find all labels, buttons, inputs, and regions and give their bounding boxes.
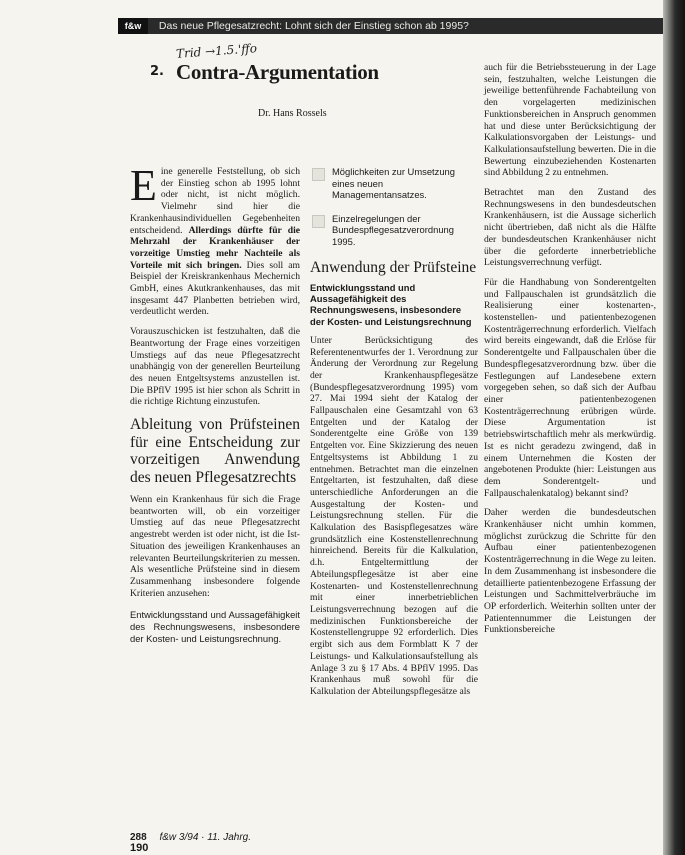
handwritten-page-number: 190 — [130, 842, 149, 854]
section-heading: Ableitung von Prüfsteinen für eine Entscheidung zur vorzeitigen Anwendung des neuen Pflegesatzrechts — [130, 416, 300, 486]
intro-bold-text: Allerdings dürfte für die Mehrzahl der Krankenhäuser der vorzeitige Umstieg mehr Nachteile als Vorteile mit sich bringen. — [130, 224, 300, 271]
criterion-item — [310, 166, 478, 201]
running-header-title: Das neue Pflegesatzrecht: Lohnt sich der Einstieg schon ab 1995? — [158, 20, 469, 32]
criterion-text: Einzelregelungen der Bundespflegesatzverordnung 1995. — [332, 212, 454, 247]
journal-logo: f&w — [118, 18, 148, 34]
intro-text-end: Dies soll am Beispiel der Kreiskrankenhaus Mechernich GmbH, eines Akutkrankenhauses, das mit insgesamt 447 Planbetten betrieben wird, verdeutlicht werden. — [130, 259, 300, 318]
criterion-item — [310, 213, 478, 248]
section-heading: Anwendung der Prüfsteine — [310, 259, 477, 276]
criterion-text: Möglichkeiten zur Umsetzung eines neuen Managementansatzes. — [332, 166, 455, 200]
text-column-3 — [484, 62, 656, 644]
criterion-item: Entwicklungsstand und Aussagefähigkeit des Rechnungswesens, insbesondere der Kosten- und Leistungsrechnung. — [130, 609, 300, 644]
journal-reference: f&w 3/94 · 11. Jahrg. — [159, 832, 251, 843]
article-author: Dr. Hans Rossels — [258, 108, 327, 119]
paragraph: Vorauszuschicken ist festzuhalten, daß die Beantwortung der Frage eines vorzeitigen Umstiegs auf das neue Pflegesatzrecht unabhängig von der generellen Beurteilung des neuen Entgeltsystems anzustellen ist. Die BPflV 1995 ist hier schon als Schritt in die richtige Richtung einzustufen. — [130, 326, 300, 408]
paragraph: Wenn ein Krankenhaus für sich die Frage beantworten will, ob ein vorzeitiger Umstieg auf das neue Pflegesatzrecht angestrebt werden ist oder nicht, ist die Ist-Situation des jeweiligen Krankenhauses an relevanten Beurteilungskriterien zu messen. Als wesentliche Prüfsteine sind in diesem Zusammenhang insbesondere folgende Kriterien anzusehen: — [130, 494, 300, 599]
paragraph: Daher werden die bundesdeutschen Krankenhäuser nicht umhin kommen, möglichst zurückzug die Schritte für den Aufbau einer patientenbezogenen Kostenträgerrechnung in die Wege zu leiten. In dem Zusammenhang ist insbesondere die detaillierte patientenbezogene Erfassung der Leistungen und Sachmittelverbräuche im OP erforderlich. Weiterhin sollten unter der Patientennummer die Leistungen der Funktionsbereiche — [484, 507, 656, 636]
text-column-1 — [130, 161, 300, 653]
page-number: 288 — [130, 832, 147, 843]
handwritten-note: Trid →1.5.'ffo — [175, 41, 258, 61]
paragraph: Für die Handhabung von Sonderentgelten und Fallpauschalen ist grundsätzlich die Realisierung einer kostenarten-, kostenstellen- und patientenbezogenen Kostenträgerrechnung erforderlich. Vielfach wird bereits eingewandt, daß die Erlöse für Sonderentgelte und Fallpauschalen über die Bundespflegesatzverordnung bzw. über die Festlegungen auf Landesebene extern vorgegeben sehen, so daß sich der Aufbau einer patientenbezogenen Kostenträgerrechnung erübrigen würde. Diese Argumentation ist betriebswirtschaftlich mehr als merkwürdig. Ist es nicht geradezu zwingend, daß in einem Unternehmen die Kosten der angebotenen Produkte (hier: Leistungen aus dem Sonderentgelt- und Fallpauschalenkatalog) bekannt sind? — [484, 276, 656, 499]
article-title: Contra-Argumentation — [176, 60, 379, 84]
paragraph: Unter Berücksichtigung des Referentenentwurfes der 1. Verordnung zur Änderung der Verordnung zur Regelung der Krankenhauspflegesätze (Bundespflegesatzverordnung 1995) vom 27. Mai 1994 sieht der Katalog der Fallpauschalen eine Gesamtzahl von 63 Entgelten und der Katalog der Sonderentgelte eine Größe von 139 Entgelten vor. Eine Skizzierung des neuen Entgeltsystems ist Abbildung 1 zu entnehmen. Betrachtet man die einzelnen Entgeltarten, ist festzuhalten, daß diese unterschiedliche Anforderungen an die Ausgestaltung der Kosten- und Leistungsrechnung stellen. Für die Kalkulation des Basispflegesatzes wäre grundsätzlich eine Kostenstellenrechnung hinreichend. Bereits für die Kalkulation, d.h. Entgeltermittlung der Abteilungspflegesätze ist aber eine Kostenarten- und Kostenstellenrechnung mit einer innerbetrieblichen Leistungsverrechnung bezogen auf die medizinischen Funktionsbereiche der Kostenstellengruppe 92 erforderlich. Dies ergibt sich aus dem Formblatt K 7 der Leistungs- und Kalkulationsaufstellung als Anlage 3 zu § 17 Abs. 4 BPflV 1995. Das Krankenhaus muß sowohl für die Kalkulation der Abteilungspflegesätze als — [310, 334, 478, 697]
intro-text: ine generelle Feststellung, ob sich der Einstieg schon ab 1995 lohnt oder nicht, ist nicht möglich. Vielmehr sind hier die Krankenhausindividuellen Gegebenheiten entscheidend. — [130, 166, 300, 236]
running-header — [118, 18, 664, 34]
scan-edge-shadow — [663, 0, 685, 855]
page-footer — [130, 832, 251, 854]
intro-paragraph — [130, 161, 300, 318]
subsection-heading: Entwicklungsstand und Aussagefähigkeit des Rechnungswesens, insbesondere der Kosten- und Leistungsrechnung — [310, 282, 472, 327]
bullet-marker-icon — [312, 168, 325, 181]
handwritten-number: 2. — [150, 64, 164, 79]
text-column-2 — [310, 166, 478, 706]
bullet-marker-icon — [312, 215, 325, 228]
paragraph: Betrachtet man den Zustand des Rechnungswesens in den bundesdeutschen Krankenhäusern, ist die Aussage sicherlich nicht übertrieben, daß nicht als die Hälfte der bundesdeutschen Krankenhäuser nicht über die geforderte innerbetriebliche Leistungsverrechnung verfügt. — [484, 187, 656, 269]
drop-cap: E — [130, 161, 157, 210]
paragraph: auch für die Betriebssteuerung in der Lage sein, festzuhalten, welche Leistungen die jeweilige bettenführende Fachabteilung von den vorgelagerten medizinischen Funktionsbereichen in Anspruch genommen hat und diese unter Berücksichtigung der Kalkulationsvorgaben der Leistungs- und Kalkulationsaufstellung bewerten. Die in die Bewertung einzubeziehenden Kostenarten sind Abbildung 2 zu entnehmen. — [484, 62, 656, 179]
